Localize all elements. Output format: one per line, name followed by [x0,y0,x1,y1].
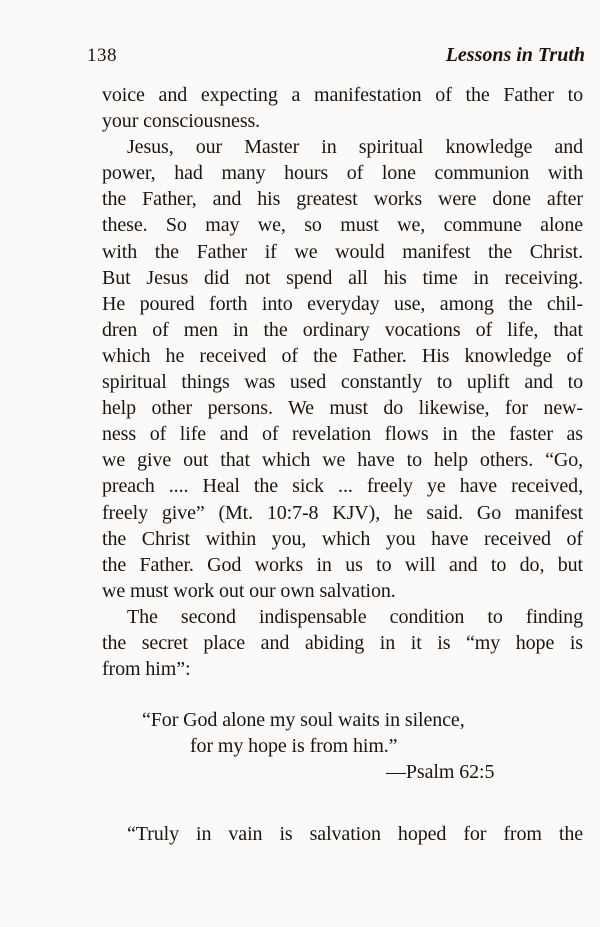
body-line: “Truly in vain is salvation hoped for from the [127,823,583,846]
body-line: But Jesus did not spend all his time in receiving. [102,266,583,289]
body-line: we give out that which we have to help others. “Go, [102,449,583,472]
body-line: your consciousness. [102,110,261,133]
body-line: with the Father if we would manifest the Christ. [102,240,583,263]
body-line: voice and expecting a manifestation of the Father to [102,84,583,106]
body-line: Jesus, our Master in spiritual knowledge and [127,136,583,159]
running-title: Lessons in Truth [445,44,585,66]
block-quote-psalm [102,707,583,785]
body-line: these. So may we, so must we, commune alone [102,214,583,237]
page-header [87,44,585,67]
body-line: which he received of the Father. His knowledge of [102,344,583,367]
body-line: the Father. God works in us to will and to do, but [102,553,583,576]
body-line: The second indispensable condition to finding [127,605,583,628]
body-line: power, had many hours of lone communion with [102,162,583,185]
body-line: we must work out our own salvation. [102,579,396,602]
paragraph-truly-in-vain [102,821,583,847]
page-number: 138 [87,45,117,66]
body-line: preach .... Heal the sick ... freely ye have received, [102,475,583,498]
body-line: spiritual things was used constantly to uplift and to [102,371,583,394]
body-line: the secret place and abiding in it is “my hope is [102,631,583,654]
quote-line: for my hope is from him.” [190,735,398,758]
quote-attribution: —Psalm 62:5 [386,761,495,784]
body-line: help other persons. We must do likewise, for new- [102,397,583,420]
paragraph-jesus-communion [102,134,583,604]
body-line: the Father, and his greatest works were done after [102,188,583,211]
paragraph-second-condition [102,604,583,682]
body-line: the Christ within you, which you have received of [102,527,583,550]
body-line: ness of life and of revelation flows in the faster as [102,423,583,446]
quote-line: “For God alone my soul waits in silence, [142,709,465,732]
paragraph-continued-from-previous-page [102,82,583,134]
page-body [102,82,583,848]
body-line: freely give” (Mt. 10:7-8 KJV), he said. Go manifest [102,501,583,524]
body-line: from him”: [102,658,191,681]
body-line: He poured forth into everyday use, among the chil- [102,292,583,315]
body-line: dren of men in the ordinary vocations of life, that [102,318,583,341]
